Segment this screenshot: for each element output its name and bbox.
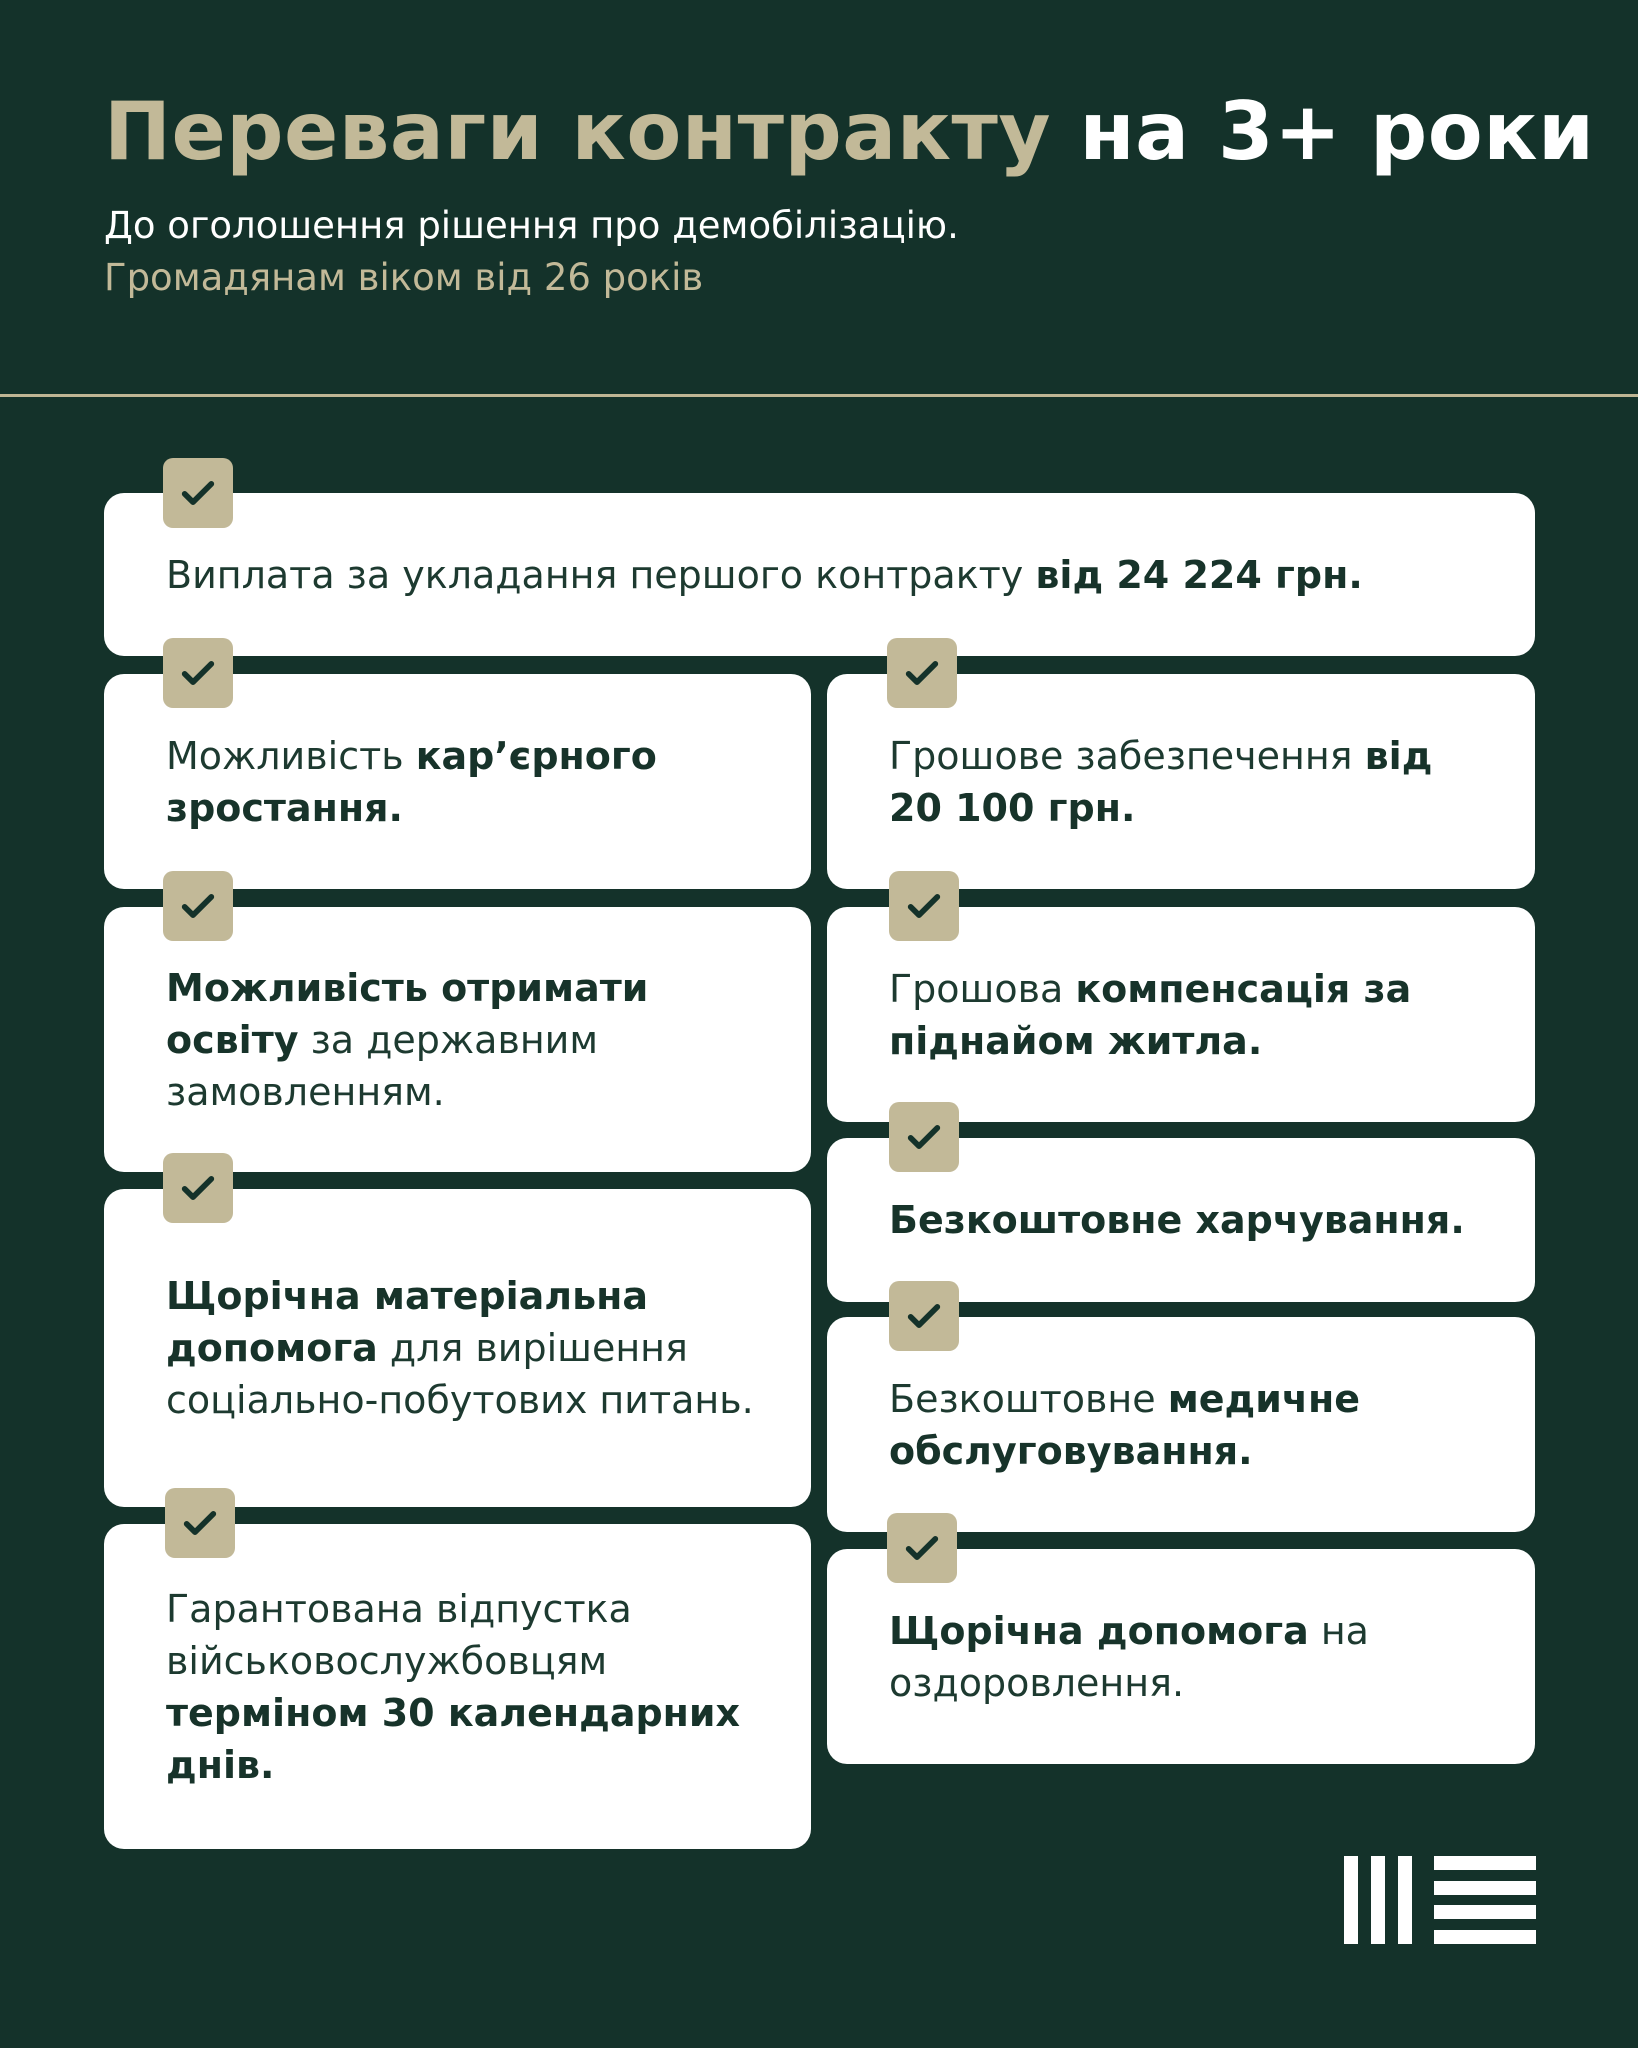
benefit-text: Щорічна допомога на оздоровлення. <box>889 1608 1369 1705</box>
benefit-text: Безкоштовне медичне обслуговування. <box>889 1376 1360 1473</box>
page-title <box>104 85 1595 178</box>
check-icon <box>889 1102 959 1172</box>
benefit-text: Безкоштовне харчування. <box>889 1198 1465 1242</box>
brand-logo-icon <box>1344 1856 1536 1944</box>
check-icon <box>163 458 233 528</box>
subtitle-line1: До оголошення рішення про демобілізацію. <box>104 204 959 247</box>
title-highlight: Переваги контракту <box>104 85 1052 178</box>
benefit-text: Виплата за укладання першого контракту від 24 224 грн. <box>166 552 1363 597</box>
subtitle-line2: Громадянам віком від 26 років <box>104 256 704 299</box>
benefit-text: Можливість кар’єрного зростання. <box>166 733 657 830</box>
benefit-card-education <box>104 907 811 1172</box>
header-divider <box>0 394 1638 397</box>
benefit-text: Грошова компенсація за піднайом житла. <box>889 966 1412 1063</box>
benefit-text: Грошове забезпечення від 20 100 грн. <box>889 733 1433 830</box>
benefit-card-vacation <box>104 1524 811 1849</box>
check-icon <box>163 1153 233 1223</box>
check-icon <box>887 1513 957 1583</box>
benefit-text: Гарантована відпустка військовослужбовцям терміном 30 календарних днів. <box>166 1586 741 1787</box>
title-rest: на 3+ роки <box>1079 85 1595 178</box>
check-icon <box>887 638 957 708</box>
benefit-card-first-payment <box>104 493 1535 656</box>
check-icon <box>889 1281 959 1351</box>
check-icon <box>889 871 959 941</box>
benefit-text: Можливість отримати освіту за державним замовленням. <box>166 965 649 1114</box>
check-icon <box>165 1488 235 1558</box>
benefit-card-annual-aid <box>104 1189 811 1507</box>
check-icon <box>163 871 233 941</box>
benefit-text: Щорічна матеріальна допомога для вирішення соціально-побутових питань. <box>166 1274 754 1422</box>
check-icon <box>163 638 233 708</box>
